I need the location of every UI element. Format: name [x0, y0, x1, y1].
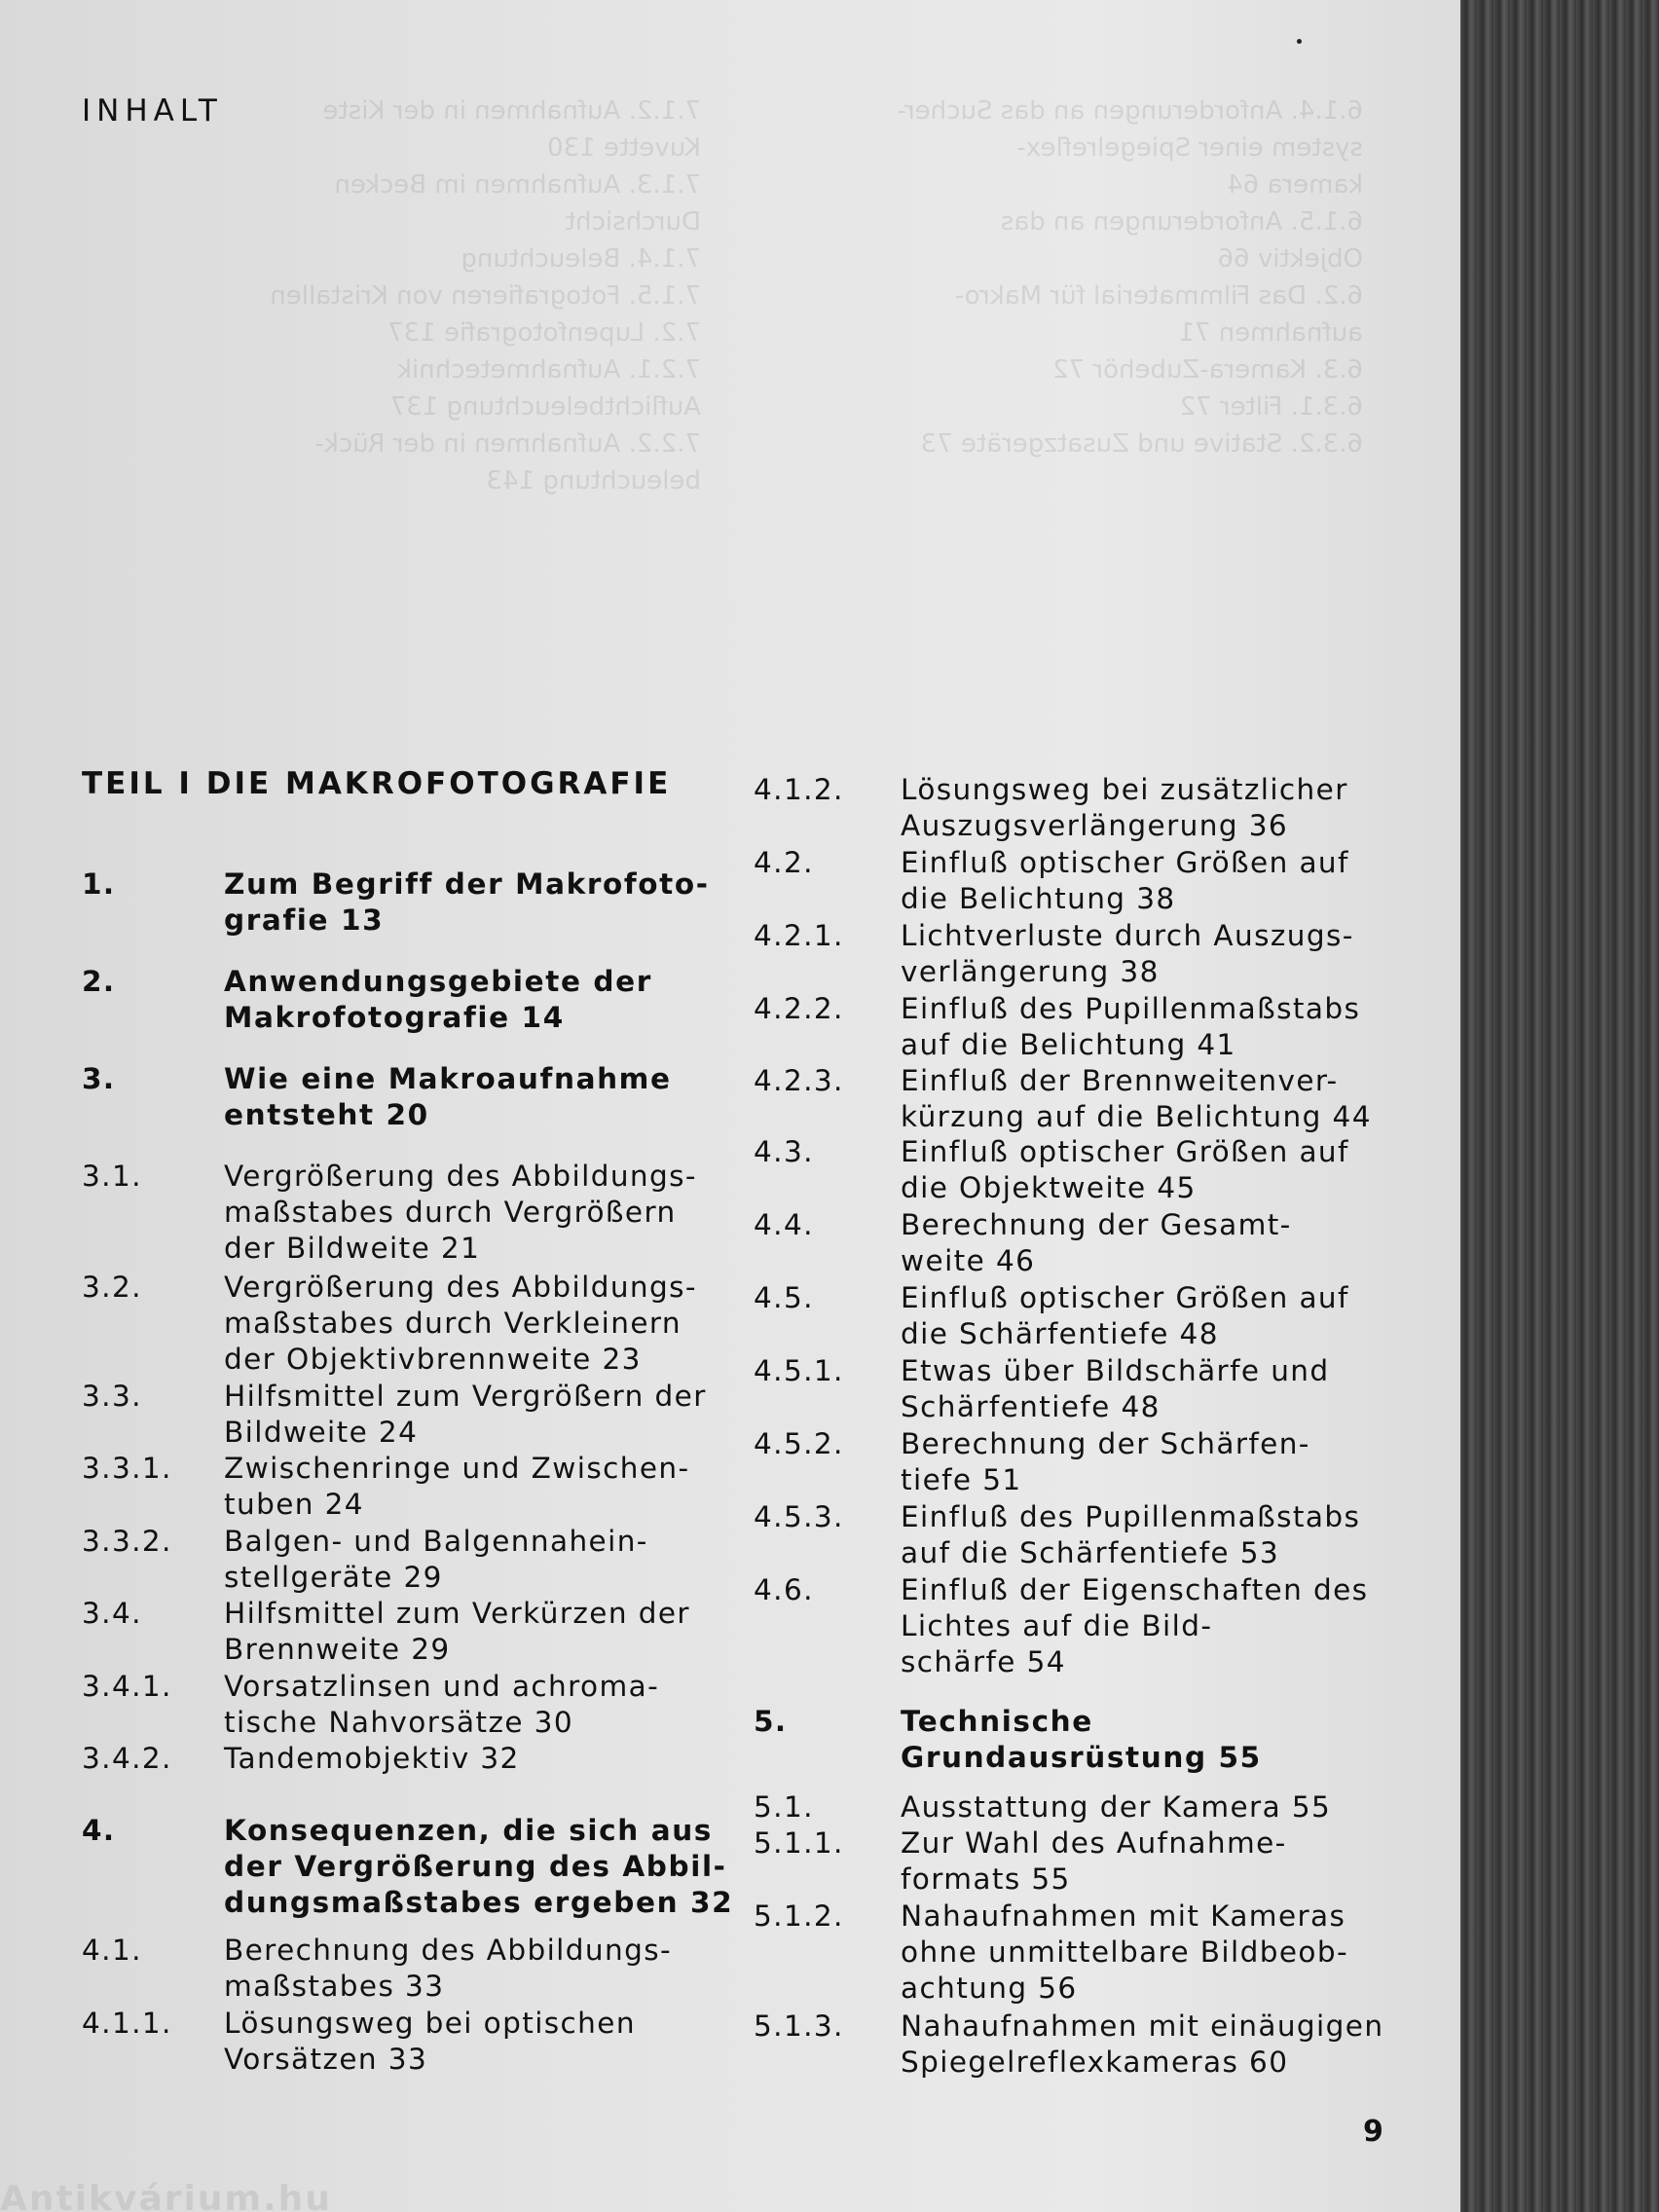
toc-entry-line: tuben 24 [224, 1488, 364, 1521]
toc-entry-line: Grundausrüstung 55 [901, 1741, 1262, 1774]
toc-entry-line: Berechnung der Schärfen- [901, 1427, 1310, 1460]
toc-entry-line: achtung 56 [901, 1972, 1078, 2005]
toc-entry-line: Tandemobjektiv 32 [224, 1742, 520, 1775]
toc-entry-line: Einfluß des Pupillenmaßstabs [901, 1500, 1361, 1533]
toc-entry-number: 5.1. [754, 1790, 814, 1824]
toc-entry-number: 4.1.1. [82, 2007, 172, 2040]
toc-entry-line: schärfe 54 [901, 1645, 1066, 1678]
toc-entry-line: der Vergrößerung des Abbil- [224, 1850, 727, 1883]
toc-entry-line: Vorsatzlinsen und achroma- [224, 1670, 660, 1703]
toc-entry-line: Zum Begriff der Makrofoto- [224, 867, 710, 901]
toc-entry-title [224, 1379, 707, 1451]
toc-entry-title [901, 1499, 1360, 1571]
toc-entry-line: Auszugsverlängerung 36 [901, 809, 1289, 842]
toc-entry-title [901, 845, 1349, 917]
bleed-through-text-right: 6.1.4. Anforderungen an das Sucher- system einer Spiegelreflex- kamera 64 6.1.5. Anforderungen an das Objektiv 66 6.2. Das Filmmaterial für Makro- aufnahmen 71 6.3. Kamera-Zubehör 72 6.3.1. Filter 72 6.3.2. Stative und Zusatzgeräte 73 [897, 96, 1363, 459]
toc-entry-title [224, 1270, 697, 1378]
toc-entry-line: Brennweite 29 [224, 1633, 451, 1666]
toc-entry-title [901, 918, 1354, 990]
toc-entry-line: Wie eine Makroaufnahme [224, 1062, 672, 1095]
toc-entry-line: Nahaufnahmen mit einäugigen [901, 2009, 1384, 2043]
toc-entry-title [224, 1669, 659, 1741]
toc-entry-line: maßstabes 33 [224, 1970, 445, 2003]
toc-entry-title [224, 1596, 690, 1668]
toc-entry-title [224, 1061, 672, 1133]
toc-entry-number: 4.4. [754, 1208, 814, 1241]
page-number: 9 [1363, 2115, 1383, 2149]
toc-entry-line: Bildweite 24 [224, 1416, 419, 1449]
toc-entry-title [901, 1825, 1287, 1898]
toc-entry-line: Anwendungsgebiete der [224, 965, 652, 998]
toc-entry-line: der Bildweite 21 [224, 1232, 481, 1265]
toc-entry-number: 3.3.2. [82, 1525, 172, 1558]
toc-entry-title [901, 1789, 1331, 1825]
toc-entry-title [224, 1933, 672, 2005]
toc-entry-line: Einfluß des Pupillenmaßstabs [901, 992, 1361, 1025]
toc-entry-title [224, 2006, 636, 2078]
toc-entry-number: 4.2.2. [754, 992, 844, 1025]
toc-entry-line: Schärfentiefe 48 [901, 1390, 1161, 1423]
toc-entry-line: tische Nahvorsätze 30 [224, 1706, 574, 1739]
toc-entry-title [901, 991, 1360, 1063]
watermark: Antikvárium.hu [0, 2179, 332, 2212]
toc-entry-line: Technische [901, 1705, 1093, 1738]
toc-entry-number: 4.5.3. [754, 1500, 844, 1533]
toc-entry-line: maßstabes durch Vergrößern [224, 1196, 677, 1229]
ink-speck [1297, 39, 1302, 44]
toc-entry-number: 3.4. [82, 1597, 142, 1630]
toc-entry-line: dungsmaßstabes ergeben 32 [224, 1886, 734, 1919]
toc-entry-number: 4.5. [754, 1281, 814, 1314]
toc-entry-number: 4.6. [754, 1573, 814, 1606]
toc-entry-line: Berechnung der Gesamt- [901, 1208, 1292, 1241]
toc-entry-number: 4.1. [82, 1934, 142, 1967]
toc-entry-line: Makrofotografie 14 [224, 1001, 565, 1034]
toc-entry-line: auf die Schärfentiefe 53 [901, 1536, 1280, 1569]
toc-entry-number: 5.1.2. [754, 1899, 844, 1933]
toc-entry-line: Lichtverluste durch Auszugs- [901, 919, 1354, 952]
toc-entry-line: verlängerung 38 [901, 955, 1160, 988]
toc-entry-line: tiefe 51 [901, 1463, 1022, 1496]
toc-entry-number: 4.5.2. [754, 1427, 844, 1460]
toc-entry-number: 4.5.1. [754, 1354, 844, 1387]
toc-entry-line: Einfluß optischer Größen auf [901, 846, 1349, 879]
toc-entry-number: 4.2. [754, 846, 814, 879]
toc-entry-line: Einfluß der Eigenschaften des [901, 1573, 1369, 1606]
toc-entry-title [901, 1063, 1372, 1135]
toc-entry-number: 2. [82, 965, 116, 998]
toc-entry-number: 4.2.3. [754, 1064, 844, 1097]
toc-entry-line: Einfluß optischer Größen auf [901, 1281, 1349, 1314]
toc-entry-number: 5.1.1. [754, 1826, 844, 1860]
toc-entry-title [901, 1207, 1292, 1279]
toc-entry-title [901, 1572, 1368, 1680]
toc-entry-title [901, 1280, 1349, 1352]
toc-entry-title [224, 1813, 733, 1921]
toc-entry-line: Lösungsweg bei zusätzlicher [901, 773, 1348, 806]
toc-entry-line: die Schärfentiefe 48 [901, 1317, 1219, 1350]
bleed-through-text-left: 7.1.2. Aufnahmen in der Kiste Kuvette 130 7.1.3. Aufnahmen im Becken Durchsicht 7.1.4. Beleuchtung 7.1.5. Fotografieren von Kristallen 7.2. Lupenfotografie 137 7.2.1. Aufnahmetechnik Auflichtbeleuchtung 137 7.2.2. Aufnahmen in der Rück- beleuchtung 143 [270, 96, 701, 496]
toc-entry-number: 5. [754, 1705, 788, 1738]
toc-entry-line: Hilfsmittel zum Vergrößern der [224, 1380, 707, 1413]
toc-entry-line: Zwischenringe und Zwischen- [224, 1452, 690, 1485]
toc-entry-number: 5.1.3. [754, 2009, 844, 2043]
toc-entry-line: Nahaufnahmen mit Kameras [901, 1899, 1346, 1933]
toc-entry-line: Balgen- und Balgennahein- [224, 1525, 648, 1558]
toc-entry-line: weite 46 [901, 1244, 1036, 1277]
toc-entry-line: auf die Belichtung 41 [901, 1028, 1236, 1061]
toc-entry-line: maßstabes durch Verkleinern [224, 1307, 682, 1340]
toc-entry-title [224, 1741, 520, 1777]
toc-entry-title [224, 1159, 697, 1267]
toc-entry-line: Hilfsmittel zum Verkürzen der [224, 1597, 690, 1630]
toc-entry-title [901, 1134, 1349, 1206]
toc-entry-number: 4.2.1. [754, 919, 844, 952]
toc-entry-line: ohne unmittelbare Bildbeob- [901, 1936, 1349, 1969]
toc-entry-line: Vergrößerung des Abbildungs- [224, 1160, 697, 1193]
toc-entry-line: Etwas über Bildschärfe und [901, 1354, 1330, 1387]
toc-entry-line: die Belichtung 38 [901, 882, 1176, 915]
toc-entry-number: 4.1.2. [754, 773, 844, 806]
toc-entry-line: Vorsätzen 33 [224, 2043, 428, 2076]
toc-entry-title [901, 1426, 1310, 1498]
toc-entry-line: Spiegelreflexkameras 60 [901, 2046, 1289, 2079]
toc-entry-line: Lichtes auf die Bild- [901, 1609, 1213, 1642]
toc-entry-number: 3. [82, 1062, 116, 1095]
toc-entry-title [901, 1353, 1330, 1425]
toc-entry-title [901, 1899, 1348, 2007]
toc-entry-line: formats 55 [901, 1862, 1071, 1896]
toc-entry-title [224, 1524, 648, 1596]
toc-entry-line: Konsequenzen, die sich aus [224, 1814, 713, 1847]
toc-entry-line: Lösungsweg bei optischen [224, 2007, 636, 2040]
toc-entry-line: Berechnung des Abbildungs- [224, 1934, 673, 1967]
toc-entry-number: 3.3.1. [82, 1452, 172, 1485]
toc-entry-line: Einfluß optischer Größen auf [901, 1135, 1349, 1168]
toc-entry-number: 4.3. [754, 1135, 814, 1168]
toc-entry-title [224, 964, 652, 1036]
toc-entry-line: Vergrößerung des Abbildungs- [224, 1271, 697, 1304]
toc-entry-line: Zur Wahl des Aufnahme- [901, 1826, 1287, 1860]
toc-entry-line: grafie 13 [224, 903, 385, 937]
toc-entry-number: 3.2. [82, 1271, 142, 1304]
toc-entry-line: die Objektweite 45 [901, 1171, 1197, 1204]
part-title: TEIL I DIE MAKROFOTOGRAFIE [82, 766, 672, 801]
toc-entry-title [224, 1451, 690, 1523]
book-gutter-background [1460, 0, 1659, 2212]
contents-heading: INHALT [82, 93, 223, 129]
toc-entry-number: 3.4.2. [82, 1742, 172, 1775]
toc-entry-line: Einfluß der Brennweitenver- [901, 1064, 1339, 1097]
toc-entry-title [224, 866, 710, 939]
toc-entry-number: 4. [82, 1814, 116, 1847]
toc-entry-line: Ausstattung der Kamera 55 [901, 1790, 1332, 1824]
toc-entry-title [901, 1704, 1262, 1776]
toc-entry-number: 3.1. [82, 1160, 142, 1193]
toc-entry-number: 1. [82, 867, 116, 901]
toc-entry-number: 3.3. [82, 1380, 142, 1413]
toc-entry-title [901, 2009, 1383, 2081]
toc-entry-line: der Objektivbrennweite 23 [224, 1343, 642, 1376]
toc-entry-line: kürzung auf die Belichtung 44 [901, 1100, 1372, 1133]
toc-entry-line: stellgeräte 29 [224, 1561, 443, 1594]
toc-entry-title [901, 772, 1348, 844]
toc-entry-line: entsteht 20 [224, 1098, 429, 1131]
toc-entry-number: 3.4.1. [82, 1670, 172, 1703]
